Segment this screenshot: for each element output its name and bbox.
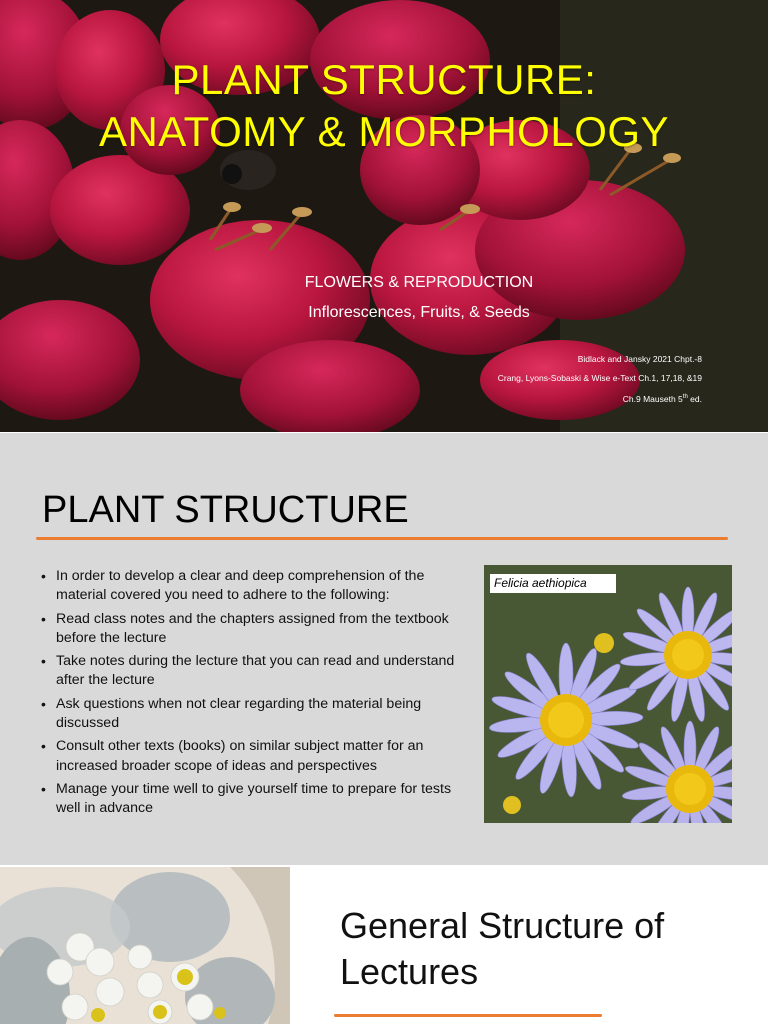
list-item: • Take notes during the lecture that you can read and understand after the lecture [41,653,455,689]
heading-underline [334,1014,602,1017]
heading-line-1: General Structure of [340,905,665,946]
list-item: • Read class notes and the chapters assigned from the textbook before the lecture [41,610,449,646]
reference-2: Crang, Lyons-Sobaski & Wise e-Text Ch.1, 17,18, &19 [497,373,702,383]
list-item: • In order to develop a clear and deep comprehension of the material covered you need to adhere to the following: [41,568,425,604]
title-line-1: PLANT STRUCTURE: [171,56,597,103]
slide-heading: PLANT STRUCTURE [42,489,409,531]
subtitle-inflorescences: Inflorescences, Fruits, & Seeds [308,304,530,321]
slide-title-heading [0,54,768,158]
bullet-list [38,567,458,823]
slide-general-structure [0,867,768,1024]
list-item: • Ask questions when not clear regarding the material being discussed [41,695,422,732]
photo-caption: Felicia aethiopica [490,574,616,593]
edelweiss-photo [0,867,290,1024]
slide-title [0,0,768,432]
slide-plant-structure [0,433,768,865]
heading-underline [36,537,728,540]
references [498,350,702,409]
list-item: • Manage your time well to give yourself time to prepare for tests well in advance [41,780,452,817]
slide-heading [340,903,664,995]
reference-1: Bidlack and Jansky 2021 Chpt.-8 [577,354,702,364]
list-item: • Consult other texts (books) on similar subject matter for an increased broader scope of ideas and perspectives [41,738,424,774]
heading-line-2: Lectures [340,951,479,992]
felicia-photo [484,565,732,823]
subtitle-flowers: FLOWERS & REPRODUCTION [304,274,534,291]
reference-3: Ch.9 Mauseth 5th ed. [622,393,702,404]
title-line-2: ANATOMY & MORPHOLOGY [98,108,670,155]
